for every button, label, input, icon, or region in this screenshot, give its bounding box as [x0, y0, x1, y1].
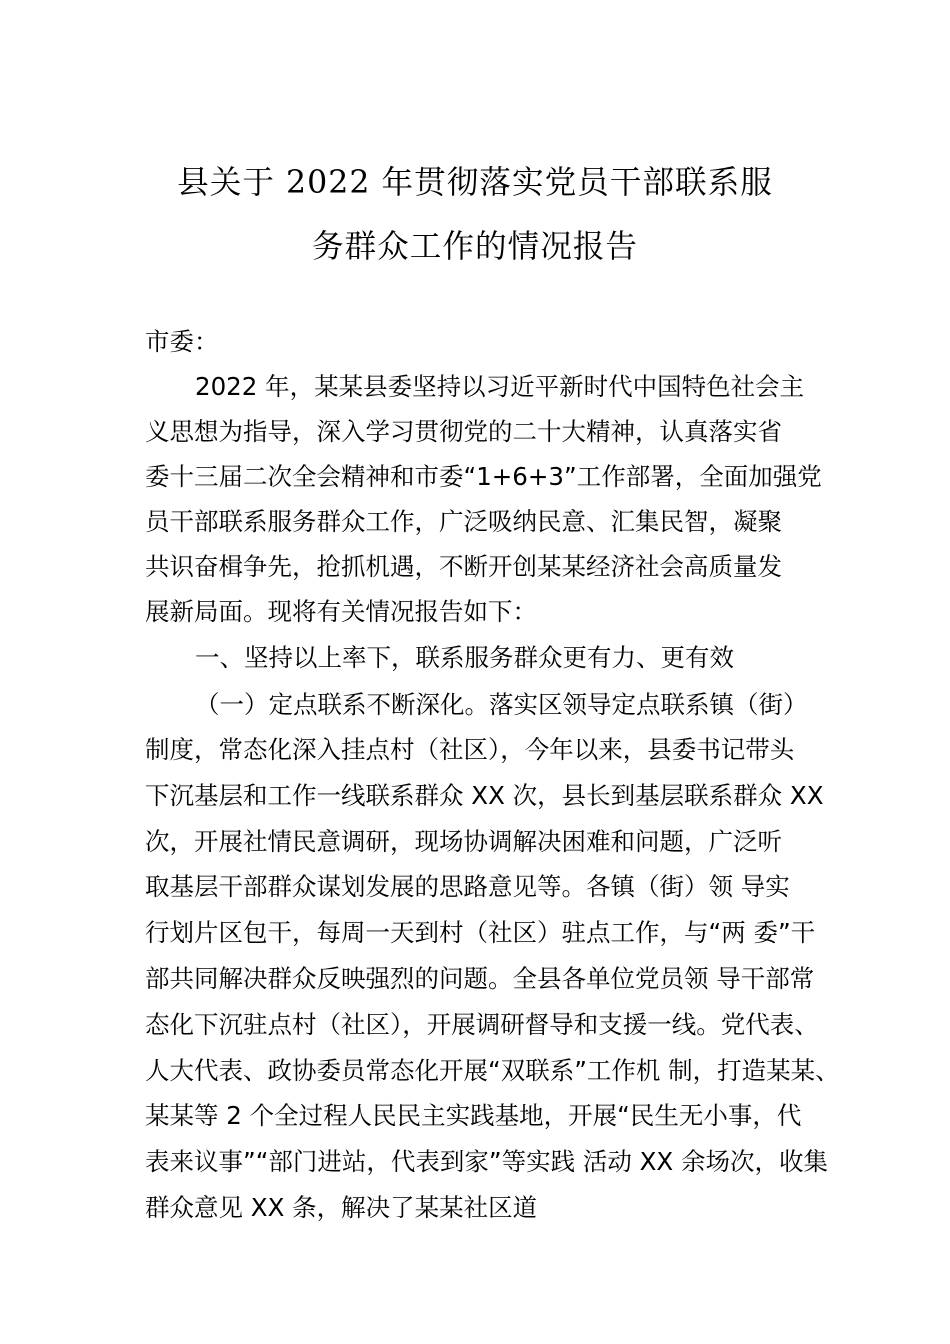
paragraph-line: 部共同解决群众反映强烈的问题。全县各单位党员领 导干部常: [145, 964, 815, 993]
paragraph-line: 人大代表、政协委员常态化开展“双联系”工作机 制，打造某某、: [145, 1056, 840, 1085]
section-heading: 一、坚持以上率下，联系服务群众更有力、更有效: [195, 643, 734, 672]
paragraph-line: 行划片区包干，每周一天到村（社区）驻点工作，与“两 委”干: [145, 918, 816, 947]
paragraph-line: 义思想为指导，深入学习贯彻党的二十大精神，认真落实省: [145, 417, 782, 446]
paragraph-line: 下沉基层和工作一线联系群众 XX 次，县长到基层联系群众 XX: [145, 781, 824, 810]
paragraph-line: （一）定点联系不断深化。落实区领导定点联系镇（街）: [195, 690, 808, 719]
paragraph-line: 共识奋楫争先，抢抓机遇，不断开创某某经济社会高质量发: [145, 552, 782, 581]
paragraph-line: 制度，常态化深入挂点村（社区），今年以来，县委书记带头: [145, 735, 795, 764]
paragraph-line: 员干部联系服务群众工作，广泛吸纳民意、汇集民智，凝聚: [145, 507, 782, 536]
paragraph-line: 展新局面。现将有关情况报告如下：: [145, 597, 537, 626]
paragraph-line: 次，开展社情民意调研，现场协调解决困难和问题，广泛听: [145, 827, 782, 856]
document-title-line-1: 县关于 2022 年贯彻落实党员干部联系服: [177, 165, 773, 201]
salutation: 市委：: [145, 327, 219, 356]
paragraph-line: 取基层干部群众谋划发展的思路意见等。各镇（街）领 导实: [145, 872, 790, 901]
paragraph-line: 群众意见 XX 条，解决了某某社区道: [145, 1193, 538, 1222]
paragraph-line: 表来议事”“部门进站，代表到家”等实践 活动 XX 余场次，收集: [145, 1147, 829, 1176]
paragraph-line: 委十三届二次全会精神和市委“1+6+3”工作部署，全面加强党: [145, 462, 822, 491]
paragraph-line: 2022 年，某某县委坚持以习近平新时代中国特色社会主: [195, 372, 805, 401]
paragraph-line: 某某等 2 个全过程人民民主实践基地，开展“民生无小事，代: [145, 1101, 802, 1130]
document-title-line-2: 务群众工作的情况报告: [311, 229, 639, 265]
paragraph-line: 态化下沉驻点村（社区），开展调研督导和支援一线。党代表、: [145, 1010, 819, 1039]
